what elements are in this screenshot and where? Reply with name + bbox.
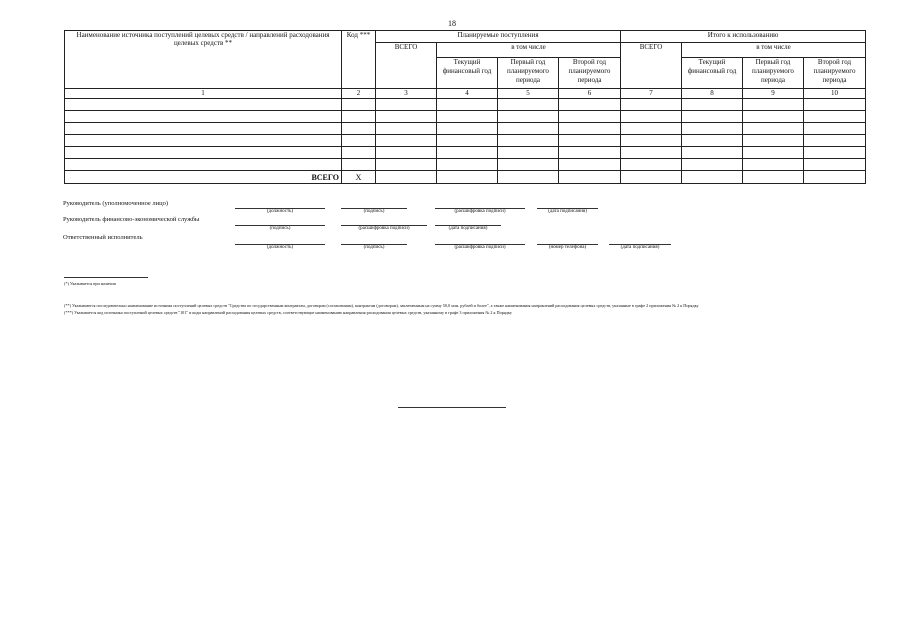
table-cell[interactable] — [559, 159, 621, 171]
table-cell[interactable] — [743, 171, 804, 184]
table-cell[interactable] — [804, 171, 866, 184]
table-cell[interactable] — [342, 111, 376, 123]
table-cell[interactable] — [65, 135, 342, 147]
column-number: 1 — [65, 89, 342, 99]
table-cell[interactable] — [498, 123, 559, 135]
table-cell[interactable] — [376, 111, 437, 123]
table-cell[interactable] — [621, 99, 682, 111]
table-cell[interactable] — [621, 111, 682, 123]
planned-funds-table — [64, 30, 866, 184]
table-cell[interactable] — [804, 147, 866, 159]
header-use-current-year: Текущий финансовый год — [682, 58, 743, 89]
header-use-first-year: Первый год планируемого периода — [743, 58, 804, 89]
column-number: 7 — [621, 89, 682, 99]
header-planned-including: в том числе — [437, 43, 621, 58]
table-row — [65, 111, 866, 123]
caption-decoding: (расшифровка подписи) — [454, 209, 506, 214]
caption-date: (дата подписания) — [448, 226, 488, 231]
caption-phone: (номер телефона) — [548, 245, 587, 250]
column-number: 6 — [559, 89, 621, 99]
header-code: Код *** — [342, 31, 376, 89]
header-use-second-year: Второй год планируемого периода — [804, 58, 866, 89]
table-cell[interactable] — [342, 123, 376, 135]
table-cell[interactable] — [743, 159, 804, 171]
executor-signature-label: Ответственный исполнитель — [63, 234, 143, 241]
header-planned-second-year: Второй год планируемого периода — [559, 58, 621, 89]
finance-head-signature-label: Руководитель финансово-экономической службы — [63, 216, 200, 223]
table-cell[interactable] — [342, 99, 376, 111]
table-cell[interactable] — [498, 99, 559, 111]
header-row-1 — [65, 31, 866, 43]
bottom-separator-line — [398, 407, 506, 408]
header-source-name: Наименование источника поступлений целевых средств / направлений расходования целевых средств ** — [65, 31, 342, 89]
total-code: X — [342, 171, 376, 184]
table-row — [65, 147, 866, 159]
table-cell[interactable] — [559, 147, 621, 159]
footnote-3: (***) Указывается код источника поступлений целевых средств "101" и коды направлений расходования целевых средств, соответствующие наименованию направления расходования целевых средств, указанному в графе 3 приложения № 2 к Порядку — [64, 310, 512, 315]
table-cell[interactable] — [376, 147, 437, 159]
table-cell[interactable] — [743, 135, 804, 147]
table-cell[interactable] — [437, 111, 498, 123]
table-cell[interactable] — [743, 111, 804, 123]
table-cell[interactable] — [621, 135, 682, 147]
table-cell[interactable] — [65, 159, 342, 171]
table-cell[interactable] — [437, 171, 498, 184]
table-cell[interactable] — [743, 99, 804, 111]
table-cell[interactable] — [65, 111, 342, 123]
table-row — [65, 99, 866, 111]
header-planned-current-year: Текущий финансовый год — [437, 58, 498, 89]
column-number: 3 — [376, 89, 437, 99]
table-cell[interactable] — [376, 99, 437, 111]
header-use-including: в том числе — [682, 43, 866, 58]
header-planned-all: ВСЕГО — [376, 43, 437, 89]
table-cell[interactable] — [743, 123, 804, 135]
table-cell[interactable] — [804, 135, 866, 147]
footnote-2: (**) Указываются последовательно наименование источника поступлений целевых средств "Средства по государственным контрактам, договорам (соглашениям), контрактам (договорам), заключенным на сумму 50,0 млн. рублей и более", а также наименования направлений расходования целевых средств, указанные в графе 2 приложения № 2 к Порядку — [64, 303, 699, 308]
table-cell[interactable] — [682, 99, 743, 111]
column-number: 10 — [804, 89, 866, 99]
caption-position: (должность) — [266, 245, 294, 250]
table-cell[interactable] — [437, 123, 498, 135]
caption-date: (дата подписания) — [548, 209, 587, 214]
table-cell[interactable] — [498, 159, 559, 171]
table-cell[interactable] — [498, 135, 559, 147]
column-number: 4 — [437, 89, 498, 99]
table-row — [65, 135, 866, 147]
total-label: ВСЕГО — [65, 171, 342, 184]
table-cell[interactable] — [559, 99, 621, 111]
header-use-all: ВСЕГО — [621, 43, 682, 89]
table-cell[interactable] — [621, 123, 682, 135]
table-cell[interactable] — [376, 123, 437, 135]
table-cell[interactable] — [621, 159, 682, 171]
table-cell[interactable] — [559, 171, 621, 184]
table-cell[interactable] — [342, 135, 376, 147]
caption-signature: (подпись) — [363, 245, 385, 250]
caption-signature: (подпись) — [363, 209, 385, 214]
column-number: 9 — [743, 89, 804, 99]
table-cell[interactable] — [437, 159, 498, 171]
column-number: 2 — [342, 89, 376, 99]
table-cell[interactable] — [65, 147, 342, 159]
caption-decoding: (расшифровка подписи) — [358, 226, 410, 231]
table-cell[interactable] — [682, 147, 743, 159]
table-cell[interactable] — [376, 135, 437, 147]
table-cell[interactable] — [559, 135, 621, 147]
table-cell[interactable] — [342, 147, 376, 159]
table-cell[interactable] — [621, 147, 682, 159]
table-cell[interactable] — [804, 123, 866, 135]
table-cell[interactable] — [682, 171, 743, 184]
table-cell[interactable] — [498, 171, 559, 184]
footnote-separator — [64, 277, 148, 278]
table-cell[interactable] — [437, 99, 498, 111]
column-number: 8 — [682, 89, 743, 99]
table-cell[interactable] — [498, 111, 559, 123]
caption-date: (дата подписания) — [620, 245, 660, 250]
caption-signature: (подпись) — [269, 226, 291, 231]
table-cell[interactable] — [682, 159, 743, 171]
total-row — [65, 171, 866, 184]
column-number-row — [65, 89, 866, 99]
caption-position: (должность) — [266, 209, 294, 214]
column-number: 5 — [498, 89, 559, 99]
table-cell[interactable] — [498, 147, 559, 159]
header-total-to-use: Итого к использованию — [621, 31, 866, 43]
table-cell[interactable] — [804, 111, 866, 123]
table-cell[interactable] — [559, 111, 621, 123]
table-row — [65, 123, 866, 135]
table-cell[interactable] — [65, 123, 342, 135]
table-cell[interactable] — [682, 135, 743, 147]
table-cell[interactable] — [437, 147, 498, 159]
head-signature-label: Руководитель (уполномоченное лицо) — [63, 200, 169, 207]
table-cell[interactable] — [621, 171, 682, 184]
table-cell[interactable] — [65, 99, 342, 111]
footnote-1: (*) Указывается при наличии — [64, 281, 116, 286]
caption-decoding: (расшифровка подписи) — [454, 245, 506, 250]
table-cell[interactable] — [804, 99, 866, 111]
header-planned-first-year: Первый год планируемого периода — [498, 58, 559, 89]
table-cell[interactable] — [804, 159, 866, 171]
table-cell[interactable] — [376, 159, 437, 171]
table-cell[interactable] — [559, 123, 621, 135]
table-cell[interactable] — [682, 111, 743, 123]
table-cell[interactable] — [743, 147, 804, 159]
table-cell[interactable] — [682, 123, 743, 135]
header-planned-receipts: Планируемые поступления — [376, 31, 621, 43]
page-number: 18 — [448, 19, 456, 28]
table-cell[interactable] — [342, 159, 376, 171]
table-cell[interactable] — [376, 171, 437, 184]
table-row — [65, 159, 866, 171]
table-cell[interactable] — [437, 135, 498, 147]
